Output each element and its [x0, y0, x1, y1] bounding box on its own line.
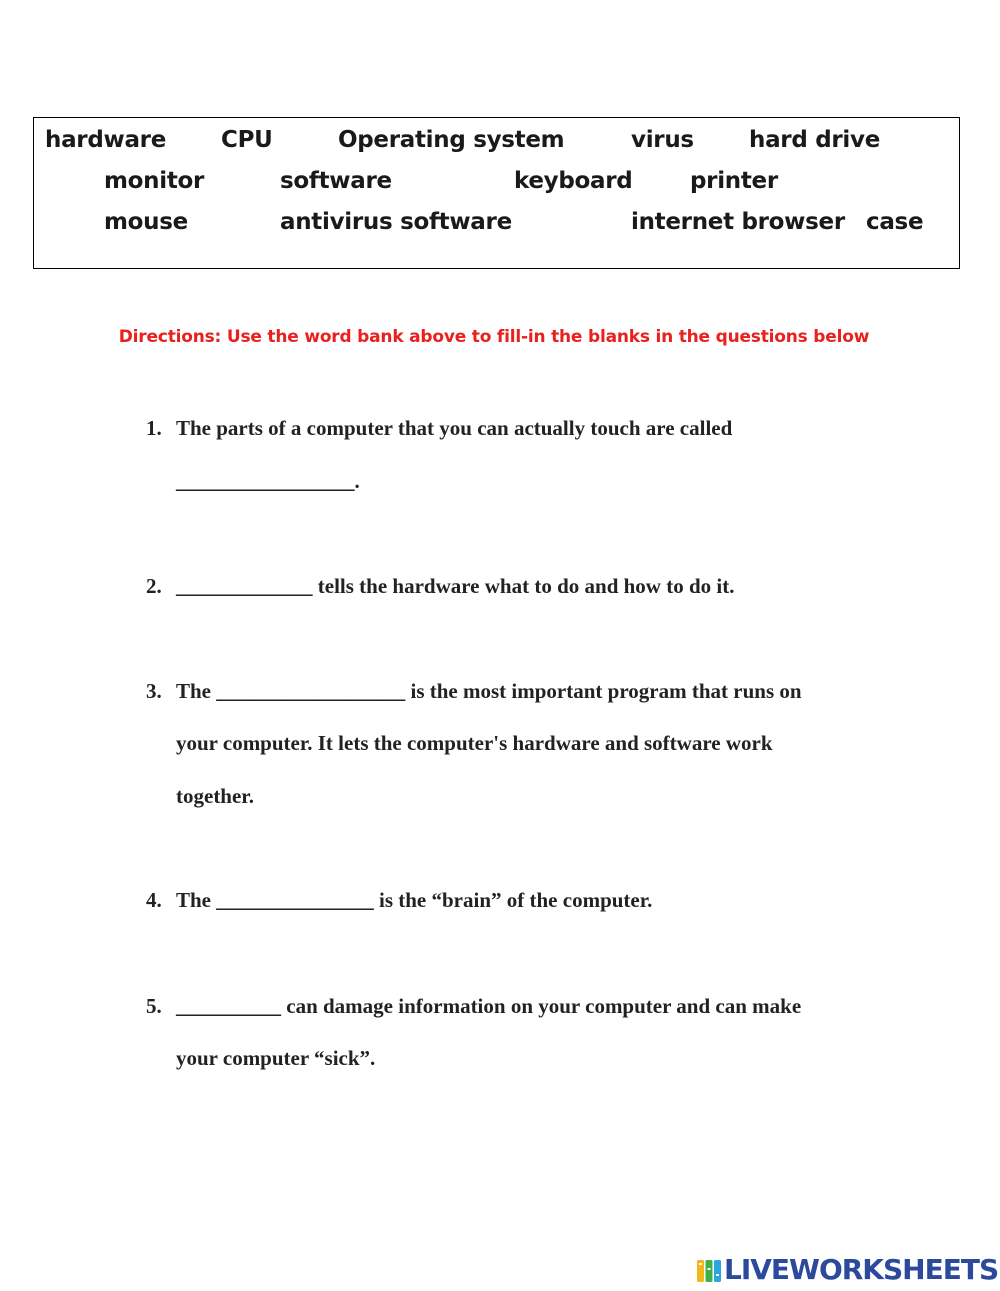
word-bank-item: hard drive: [749, 127, 880, 153]
question-3-line-1[interactable]: The __________________ is the most important program that runs on: [176, 679, 802, 703]
question-1-number: 1.: [146, 416, 162, 440]
word-bank-item: monitor: [104, 168, 205, 194]
word-bank-item: CPU: [221, 127, 273, 153]
liveworksheets-logo-icon: [697, 1260, 721, 1282]
question-1-line-1: The parts of a computer that you can actually touch are called: [176, 416, 733, 440]
logo-text: LIVEWORKSHEETS: [724, 1253, 999, 1286]
question-5-line-1[interactable]: __________ can damage information on your computer and can make: [176, 994, 802, 1018]
word-bank-item: Operating system: [338, 127, 565, 153]
question-3-line-2: your computer. It lets the computer's hardware and software work: [176, 731, 773, 755]
word-bank-item: mouse: [104, 209, 188, 235]
question-3-number: 3.: [146, 679, 162, 703]
question-4-number: 4.: [146, 888, 162, 912]
word-bank-item: internet browser: [631, 209, 845, 235]
question-5-line-2: your computer “sick”.: [176, 1046, 376, 1070]
question-2-line-1[interactable]: _____________ tells the hardware what to do and how to do it.: [176, 574, 735, 598]
directions-text: Directions: Use the word bank above to fill-in the blanks in the questions below: [118, 327, 870, 347]
question-2-number: 2.: [146, 574, 162, 598]
question-1-blank[interactable]: _________________.: [176, 469, 360, 493]
word-bank-item: antivirus software: [280, 209, 512, 235]
question-5-number: 5.: [146, 994, 162, 1018]
word-bank-item: virus: [631, 127, 694, 153]
word-bank-item: hardware: [45, 127, 167, 153]
question-3-line-3: together.: [176, 784, 254, 808]
word-bank-item: software: [280, 168, 392, 194]
word-bank-item: keyboard: [514, 168, 633, 194]
question-4-line-1[interactable]: The _______________ is the “brain” of the computer.: [176, 888, 653, 912]
word-bank-item: printer: [690, 168, 778, 194]
word-bank-item: case: [866, 209, 924, 235]
